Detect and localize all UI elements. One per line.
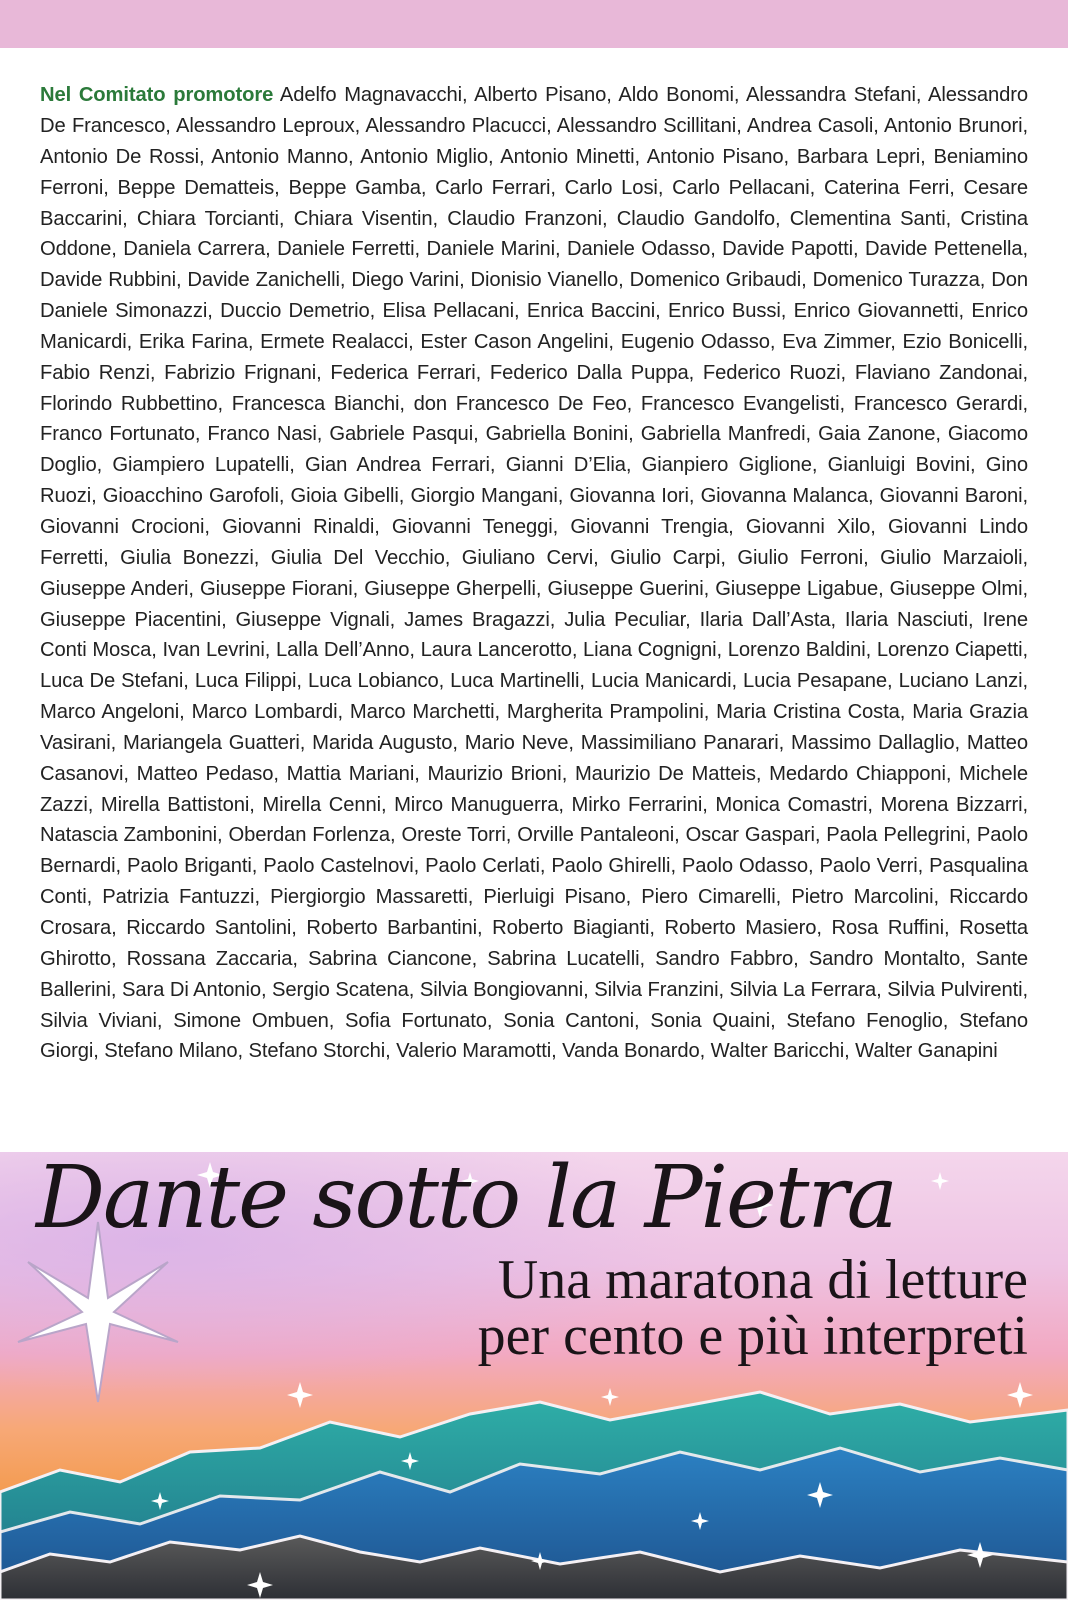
top-color-band bbox=[0, 0, 1068, 48]
committee-names: Adelfo Magnavacchi, Alberto Pisano, Aldo Bonomi, Alessandra Stefani, Alessandro De Francesco, Alessandro Leproux, Alessandro Placucci, Alessandro Scillitani, Andrea Casoli, Antonio Brunori, Antonio De Rossi, Antonio Manno, Antonio Miglio, Antonio Minetti, Antonio Pisano, Barbara Lepri, Beniamino Ferroni, Beppe Dematteis, Beppe Gamba, Carlo Ferrari, Carlo Losi, Carlo Pellacani, Caterina Ferri, Cesare Baccarini, Chiara Torcianti, Chiara Visentin, Claudio Franzoni, Claudio Gandolfo, Clementina Santi, Cristina Oddone, Daniela Carrera, Daniele Ferretti, Daniele Marini, Daniele Odasso, Davide Papotti, Davide Pettenella, Davide Rubbini, Davide Zanichelli, Diego Varini, Dionisio Vianello, Domenico Gribaudi, Domenico Turazza, Don Daniele Simonazzi, Duccio Demetrio, Elisa Pellacani, Enrica Baccini, Enrico Bussi, Enrico Giovannetti, Enrico Manicardi, Erika Farina, Ermete Realacci, Ester Cason Angelini, Eugenio Odasso, Eva Zimmer, Ezio Bonicelli, Fabio Renzi, Fabrizio Frignani, Federica Ferrari, Federico Dalla Puppa, Federico Ruozi, Flaviano Zandonai, Florindo Rubbettino, Francesca Bianchi, don Francesco De Feo, Francesco Evangelisti, Francesco Gerardi, Franco Fortunato, Franco Nasi, Gabriele Pasqui, Gabriella Bonini, Gabriella Manfredi, Gaia Zanone, Giacomo Doglio, Giampiero Lupatelli, Gian Andrea Ferrari, Gianni D’Elia, Gianpiero Giglione, Gianluigi Bovini, Gino Ruozi, Gioacchino Garofoli, Gioia Gibelli, Giorgio Mangani, Giovanna Iori, Giovanna Malanca, Giovanni Baroni, Giovanni Crocioni, Giovanni Rinaldi, Giovanni Teneggi, Giovanni Trengia, Giovanni Xilo, Giovanni Lindo Ferretti, Giulia Bonezzi, Giulia Del Vecchio, Giuliano Cervi, Giulio Carpi, Giulio Ferroni, Giulio Marzaioli, Giuseppe Anderi, Giuseppe Fiorani, Giuseppe Gherpelli, Giuseppe Guerini, Giuseppe Ligabue, Giuseppe Olmi, Giuseppe Piacentini, Giuseppe Vignali, James Bragazzi, Julia Peculiar, Ilaria Dall’Asta, Ilaria Nasciuti, Irene Conti Mosca, Ivan Levrini, Lalla Dell’Anno, Laura Lancerotto, Liana Cognigni, Lorenzo Baldini, Lorenzo Ciapetti, Luca De Stefani, Luca Filippi, Luca Lobianco, Luca Martinelli, Lucia Manicardi, Lucia Pesapane, Luciano Lanzi, Marco Angeloni, Marco Lombardi, Marco Marchetti, Margherita Prampolini, Maria Cristina Costa, Maria Grazia Vasirani, Mariangela Guatteri, Marida Augusto, Mario Neve, Massimiliano Panarari, Massimo Dallaglio, Matteo Casanovi, Matteo Pedaso, Mattia Mariani, Maurizio Brioni, Maurizio De Matteis, Medardo Chiapponi, Michele Zazzi, Mirella Battistoni, Mirella Cenni, Mirco Manuguerra, Mirko Ferrarini, Monica Comastri, Morena Bizzarri, Natascia Zambonini, Oberdan Forlenza, Oreste Torri, Orville Pantaleoni, Oscar Gaspari, Paola Pellegrini, Paolo Bernardi, Paolo Briganti, Paolo Castelnovi, Paolo Cerlati, Paolo Ghirelli, Paolo Odasso, Paolo Verri, Pasqualina Conti, Patrizia Fantuzzi, Piergiorgio Massaretti, Pierluigi Pisano, Piero Cimarelli, Pietro Marcolini, Riccardo Crosara, Riccardo Santolini, Roberto Barbantini, Roberto Biagianti, Roberto Masiero, Rosa Ruffini, Rosetta Ghirotto, Rossana Zaccaria, Sabrina Ciancone, Sabrina Lucatelli, Sandro Fabbro, Sandro Montalto, Sante Ballerini, Sara Di Antonio, Sergio Scatena, Silvia Bongiovanni, Silvia Franzini, Silvia La Ferrara, Silvia Pulvirenti, Silvia Viviani, Simone Ombuen, Sofia Fortunato, Sonia Cantoni, Sonia Quaini, Stefano Fenoglio, Stefano Giorgi, Stefano Milano, Stefano Storchi, Valerio Maramotti, Vanda Bonardo, Walter Baricchi, Walter Ganapini bbox=[40, 84, 1028, 1063]
poster-subtitle bbox=[477, 1249, 1028, 1367]
poster-title: Dante sotto la Pietra bbox=[36, 1152, 896, 1248]
poster-illustration bbox=[0, 1152, 1068, 1600]
committee-paragraph bbox=[40, 80, 1028, 1067]
committee-label: Nel Comitato promotore bbox=[40, 84, 274, 107]
subtitle-line-2: per cento e più interpreti bbox=[477, 1305, 1028, 1367]
subtitle-line-1: Una maratona di letture bbox=[497, 1249, 1028, 1311]
